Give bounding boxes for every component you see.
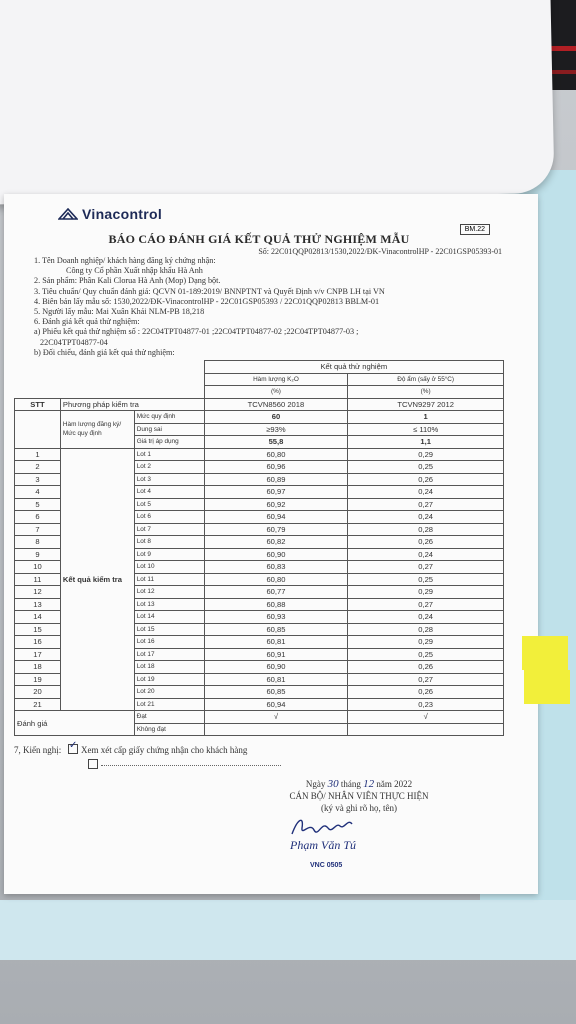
row-stt: 10 [15,561,61,574]
folded-top-page [0,0,555,205]
row-lot: Lot 17 [134,648,204,661]
row-moisture: 0,27 [348,673,504,686]
row-k2o: 60,91 [204,648,348,661]
method-col2: TCVN9297 2012 [348,398,504,411]
row-lot: Lot 15 [134,623,204,636]
row-moisture: 0,24 [348,511,504,524]
row-k2o: 60,82 [204,536,348,549]
info-line-1: 1. Tên Doanh nghiệp/ khách hàng đăng ký chứng nhận: [34,256,216,265]
row-stt: 7 [15,523,61,536]
row-lot: Lot 13 [134,598,204,611]
signer-name: Phạm Văn Tú [290,838,356,853]
row-moisture: 0,27 [348,498,504,511]
row-stt: 14 [15,611,61,624]
row-moisture: 0,24 [348,486,504,499]
recommendation-label: 7, Kiến nghị: [14,745,62,756]
group-header: Kết quả thử nghiệm [204,361,503,374]
col1-unit: (%) [204,386,348,399]
method-col1: TCVN8560 2018 [204,398,348,411]
row-lot: Lot 14 [134,611,204,624]
row-k2o: 60,94 [204,511,348,524]
row-lot: Lot 18 [134,661,204,674]
blank-corner [15,361,205,399]
sticky-tab-2 [524,670,570,704]
khongdat-col1 [204,723,348,736]
date-prefix: Ngày [305,779,326,790]
row-moisture: 0,25 [348,573,504,586]
row-k2o: 60,97 [204,486,348,499]
row-k2o: 60,77 [204,586,348,599]
row-k2o: 60,81 [204,636,348,649]
row-stt: 8 [15,536,61,549]
row-stt: 19 [15,673,61,686]
blue-folder-bottom [0,900,576,960]
method-label: Phương pháp kiểm tra [60,398,204,411]
row-stt: 3 [15,473,61,486]
row-moisture: 0,29 [348,448,504,461]
row-moisture: 0,26 [348,536,504,549]
row-stt: 1 [15,448,61,461]
row-moisture: 0,24 [348,611,504,624]
khongdat-col2 [348,723,504,736]
report-header [14,206,504,233]
result-label: Kết quả kiểm tra [60,448,134,711]
info-line-5: 5. Người lấy mẫu: Mai Xuân Khải NLM-PB 18,218 [34,307,205,317]
row-stt: 18 [15,661,61,674]
row-moisture: 0,28 [348,523,504,536]
row-k2o: 60,80 [204,573,348,586]
eval-label: Đánh giá [15,711,135,736]
signature-block [214,778,504,814]
form-code: BM.22 [460,224,490,235]
info-line-3: 3. Tiêu chuẩn/ Quy chuẩn đánh giá: QCVN 01-189:2019/ BNNPTNT và Quyết Định v/v CNPB LH tại VN [34,286,385,296]
sign-note: (ký và ghi rõ họ, tên) [321,803,397,814]
ds-col1: ≥93% [204,423,348,436]
col1-header: Hàm lượng K₂O [204,373,348,386]
dat-label: Đạt [134,711,204,724]
mqd-label: Mức quy định [134,411,204,424]
dat-col2: √ [348,711,504,724]
vinacontrol-logo [58,206,162,222]
row-k2o: 60,92 [204,498,348,511]
gt-col2: 1,1 [348,436,504,449]
row-moisture: 0,25 [348,648,504,661]
date-year: năm 2022 [376,779,413,790]
row-k2o: 60,94 [204,698,348,711]
gt-label: Giá trị áp dụng [134,436,204,449]
row-lot: Lot 11 [134,573,204,586]
info-line-2: 2. Sản phẩm: Phân Kali Clorua Hà Anh (Mop) Dạng bột. [34,276,221,286]
row-k2o: 60,80 [204,448,348,461]
mqd-col1: 60 [204,411,348,424]
row-k2o: 60,96 [204,461,348,474]
option2-checkbox[interactable] [88,759,98,769]
gt-col1: 55,8 [204,436,348,449]
row-lot: Lot 3 [134,473,204,486]
row-moisture: 0,29 [348,586,504,599]
dat-col1: √ [204,711,348,724]
row-lot: Lot 8 [134,536,204,549]
col2-header: Độ ẩm (sấy ở 55°C) [348,373,504,386]
row-lot: Lot 21 [134,698,204,711]
row-moisture: 0,29 [348,636,504,649]
row-moisture: 0,26 [348,473,504,486]
row-lot: Lot 16 [134,636,204,649]
recommendation [14,744,504,770]
row-lot: Lot 6 [134,511,204,524]
sticky-tab-1 [522,636,568,670]
row-k2o: 60,90 [204,548,348,561]
row-stt: 6 [15,511,61,524]
logo-text: Vinacontrol [82,206,163,222]
row-stt: 16 [15,636,61,649]
row-moisture: 0,27 [348,561,504,574]
option1-text: Xem xét cấp giấy chứng nhận cho khách hàng [81,745,248,756]
row-stt: 17 [15,648,61,661]
row-moisture: 0,27 [348,598,504,611]
info-line-4: 4. Biên bản lấy mẫu số: 1530,2022/ĐK-VinacontrolHP - 22C01GSP05393 / 22C01QQP02813 BBLM-01 [34,296,380,306]
row-lot: Lot 9 [134,548,204,561]
row-stt: 13 [15,598,61,611]
row-moisture: 0,25 [348,461,504,474]
results-table [14,360,504,736]
report-info [14,256,504,358]
row-k2o: 60,88 [204,598,348,611]
option2-blank-line [101,765,281,766]
employee-code: VNC 0505 [310,862,343,870]
report-content [14,206,504,869]
row-stt: 11 [15,573,61,586]
info-line-6: 6. Đánh giá kết quả thử nghiệm: [34,317,140,327]
ds-label: Dung sai [134,423,204,436]
stt-blank [15,411,61,449]
row-moisture: 0,28 [348,623,504,636]
logo-mark-icon [58,208,78,220]
report-number: Số: 22C01QQP02813/1530,2022/ĐK-VinacontrolHP - 22C01GSP05393-01 [258,247,502,256]
row-lot: Lot 7 [134,523,204,536]
date-line [214,778,504,790]
row-stt: 9 [15,548,61,561]
row-lot: Lot 5 [134,498,204,511]
signature-area [274,814,504,854]
row-k2o: 60,85 [204,623,348,636]
row-stt: 21 [15,698,61,711]
row-lot: Lot 12 [134,586,204,599]
row-moisture: 0,26 [348,661,504,674]
row-stt: 15 [15,623,61,636]
month-prefix: tháng [340,779,361,790]
khongdat-label: Không đạt [134,723,204,736]
row-lot: Lot 1 [134,448,204,461]
row-stt: 2 [15,461,61,474]
stt-header: STT [15,398,61,411]
row-lot: Lot 20 [134,686,204,699]
row-stt: 4 [15,486,61,499]
row-k2o: 60,79 [204,523,348,536]
row-lot: Lot 2 [134,461,204,474]
report-title: BÁO CÁO ĐÁNH GIÁ KẾT QUẢ THỬ NGHIỆM MẪU [108,232,410,246]
row-moisture: 0,24 [348,548,504,561]
date-day: 30 [327,778,339,791]
table-row [15,448,504,461]
row-stt: 20 [15,686,61,699]
row-lot: Lot 19 [134,673,204,686]
row-moisture: 0,23 [348,698,504,711]
row-k2o: 60,90 [204,661,348,674]
option1-checkbox[interactable] [68,744,78,754]
row-stt: 5 [15,498,61,511]
row-lot: Lot 4 [134,486,204,499]
info-line-b: b) Đối chiếu, đánh giá kết quả thử nghiệm: [34,347,175,357]
info-line-a2: 22C04TPT04877-04 [40,337,108,347]
row-lot: Lot 10 [134,561,204,574]
col2-unit: (%) [348,386,504,399]
row-k2o: 60,81 [204,673,348,686]
row-moisture: 0,26 [348,686,504,699]
row-k2o: 60,93 [204,611,348,624]
date-month: 12 [363,778,375,791]
row-k2o: 60,89 [204,473,348,486]
row-k2o: 60,83 [204,561,348,574]
info-line-1b: Công ty Cổ phần Xuất nhập khẩu Hà Anh [66,266,203,276]
mqd-col2: 1 [348,411,504,424]
ds-col2: ≤ 110% [348,423,504,436]
row-k2o: 60,85 [204,686,348,699]
officer-title: CÁN BỘ/ NHÂN VIÊN THỰC HIỆN [289,791,429,802]
row-stt: 12 [15,586,61,599]
reg-label: Hàm lượng đăng ký/ Mức quy định [60,411,134,449]
info-line-a: a) Phiếu kết quả thử nghiệm số : 22C04TPT04877-01 ;22C04TPT04877-02 ;22C04TPT04877-03 ; [34,327,359,337]
